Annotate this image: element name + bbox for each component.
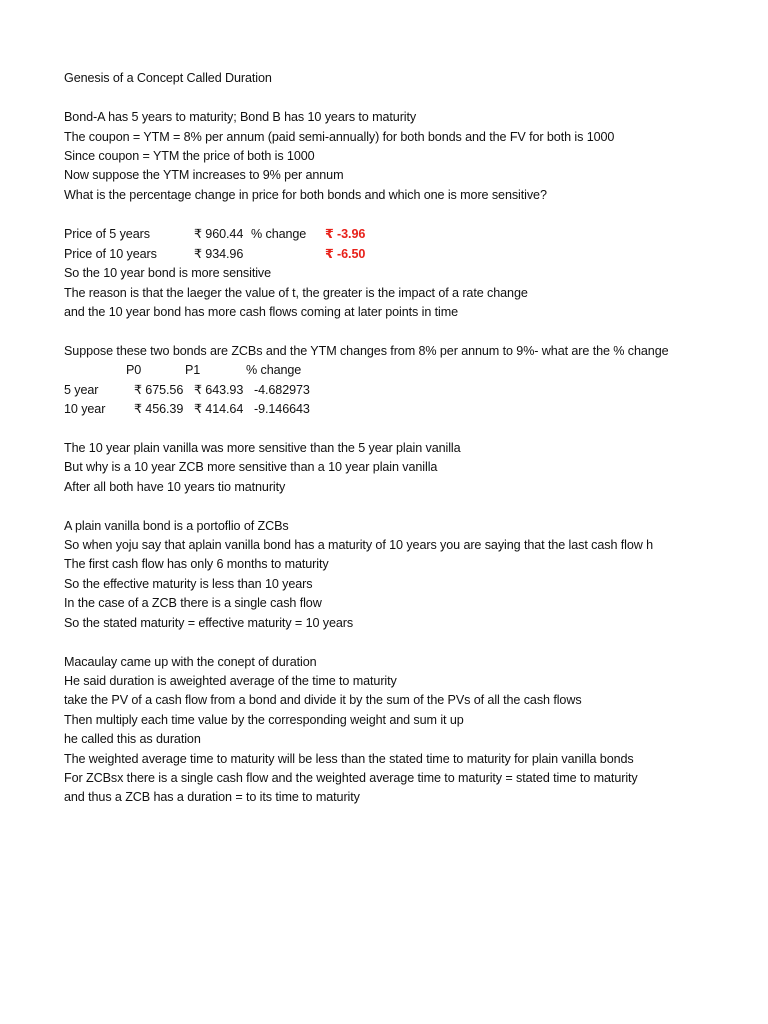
portfolio-line-4: So the effective maturity is less than 10 years [64, 577, 313, 591]
intro-line-4: Now suppose the YTM increases to 9% per annum [64, 168, 344, 182]
zcb-p0-value: ₹ 456.39 [134, 402, 184, 416]
intro-line-1: Bond-A has 5 years to maturity; Bond B has 10 years to maturity [64, 110, 417, 124]
comparison-line-1: The 10 year plain vanilla was more sensitive than the 5 year plain vanilla [64, 441, 461, 455]
zcb-p0-value: ₹ 675.56 [134, 383, 184, 397]
portfolio-line-3: The first cash flow has only 6 months to maturity [64, 557, 329, 571]
change-value: ₹ -6.50 [325, 247, 366, 261]
document-title: Genesis of a Concept Called Duration [64, 71, 272, 85]
portfolio-line-2: So when yoju say that aplain vanilla bond has a maturity of 10 years you are saying that the last cash flow h [64, 538, 654, 552]
change-value: ₹ -3.96 [325, 227, 366, 241]
macaulay-line-3: take the PV of a cash flow from a bond and divide it by the sum of the PVs of all the cash flows [64, 693, 582, 707]
macaulay-line-7: For ZCBsx there is a single cash flow and the weighted average time to maturity = stated time to maturity [64, 771, 638, 785]
macaulay-line-2: He said duration is aweighted average of the time to maturity [64, 674, 397, 688]
zcb-p1-value: ₹ 414.64 [194, 402, 244, 416]
macaulay-line-1: Macaulay came up with the conept of duration [64, 655, 317, 669]
macaulay-line-8: and thus a ZCB has a duration = to its time to maturity [64, 790, 360, 804]
zcb-header-p1: P1 [185, 363, 201, 377]
intro-line-2: The coupon = YTM = 8% per annum (paid semi-annually) for both bonds and the FV for both is 1000 [64, 130, 615, 144]
portfolio-line-6: So the stated maturity = effective maturity = 10 years [64, 616, 354, 630]
zcb-change-value: -4.682973 [254, 383, 310, 397]
comparison-line-2: But why is a 10 year ZCB more sensitive than a 10 year plain vanilla [64, 460, 438, 474]
sensitivity-line-3: and the 10 year bond has more cash flows coming at later points in time [64, 305, 459, 319]
macaulay-line-6: The weighted average time to maturity will be less than the stated time to maturity for plain vanilla bonds [64, 752, 634, 766]
zcb-row-label: 10 year [64, 402, 106, 416]
zcb-question: Suppose these two bonds are ZCBs and the YTM changes from 8% per annum to 9%- what are the % change [64, 344, 669, 358]
price-value: ₹ 960.44 [194, 227, 244, 241]
change-label: % change [251, 227, 307, 241]
sensitivity-line-1: So the 10 year bond is more sensitive [64, 266, 272, 280]
intro-line-5: What is the percentage change in price for both bonds and which one is more sensitive? [64, 188, 547, 202]
price-row-label: Price of 5 years [64, 227, 150, 241]
zcb-p1-value: ₹ 643.93 [194, 383, 244, 397]
macaulay-line-4: Then multiply each time value by the corresponding weight and sum it up [64, 713, 464, 727]
portfolio-line-1: A plain vanilla bond is a portoflio of ZCBs [64, 519, 289, 533]
sensitivity-line-2: The reason is that the laeger the value of t, the greater is the impact of a rate change [64, 286, 528, 300]
zcb-header-change: % change [246, 363, 302, 377]
price-value: ₹ 934.96 [194, 247, 244, 261]
zcb-change-value: -9.146643 [254, 402, 310, 416]
zcb-row-label: 5 year [64, 383, 99, 397]
price-row-label: Price of 10 years [64, 247, 157, 261]
intro-line-3: Since coupon = YTM the price of both is 1000 [64, 149, 315, 163]
portfolio-line-5: In the case of a ZCB there is a single cash flow [64, 596, 322, 610]
zcb-header-p0: P0 [126, 363, 142, 377]
comparison-line-3: After all both have 10 years tio matnurity [64, 480, 286, 494]
macaulay-line-5: he called this as duration [64, 732, 201, 746]
